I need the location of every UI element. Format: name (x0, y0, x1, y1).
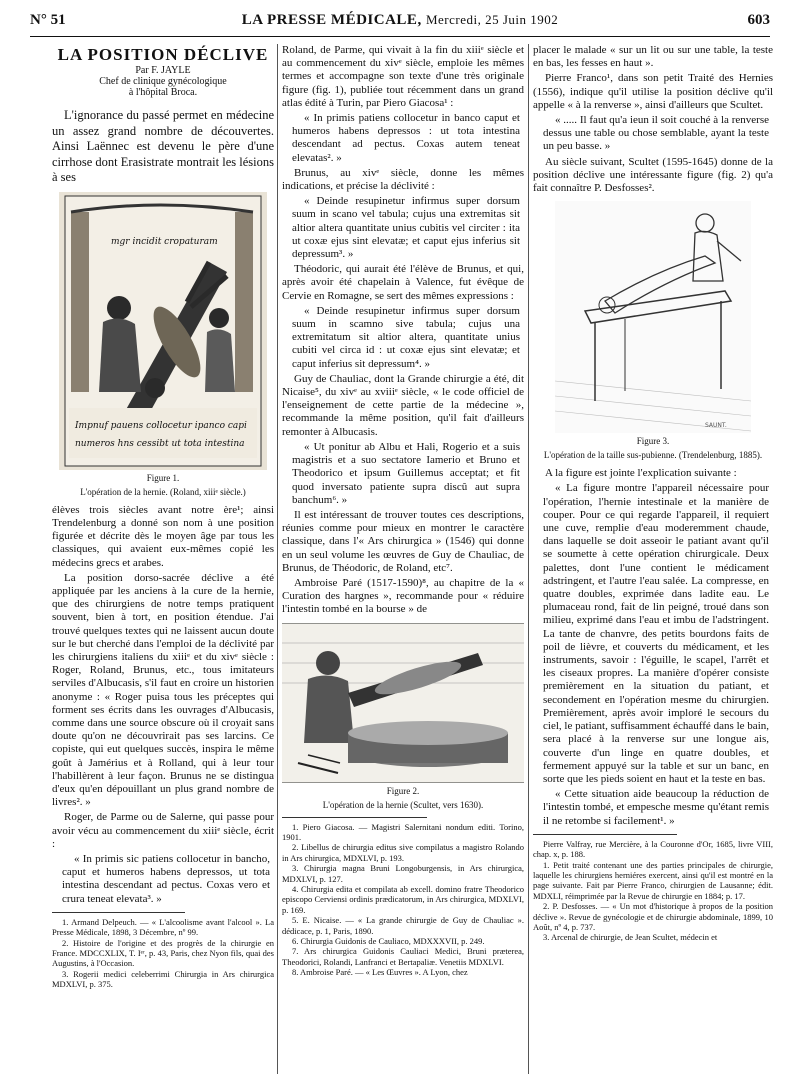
footnotes (282, 817, 524, 978)
paragraph: A la figure est jointe l'explication suivante : (545, 467, 737, 480)
figure-1 (52, 192, 274, 498)
paragraph: Brunus, au xivᵉ siècle, donne les mêmes indications, et précise la déclivité : (282, 166, 524, 193)
latin-quote: « In primis sic patiens collocetur in bancho, caput et humeros habens depressos, ut tota intestina descendant ad pectus. Coxas vero et crura teneat elevata³. » (62, 852, 270, 905)
footnote: 2. P. Desfosses. — « Un mot d'historique à propos de la position déclive ». Revue de gynécologie et de chirurgie abdominale, 1899, 10 Août, nº 4, p. 737. (533, 901, 773, 932)
footnote-rule (533, 834, 677, 835)
figure-1-incipit-line: numeros hns cessibt ut tota intestina (75, 438, 245, 449)
paragraph: Pierre Franco¹, dans son petit Traité des Hernies (1556), indique qu'il utilise la position déclive qu'il appelle « à la renverse », ainsi d'ailleurs que Scultet. (533, 72, 773, 111)
issue-number: N° 51 (30, 12, 66, 28)
figure-1-incipit-line: Impnuf pauens collocetur ipanco capi (75, 420, 247, 431)
footnote: 3. Chirurgia magna Bruni Longoburgensis, in Ars chirurgica, MDXLVI, p. 127. (282, 863, 524, 884)
footnote: 8. Ambroise Paré. — « Les Œuvres ». A Lyon, chez (292, 967, 468, 978)
column-divider (277, 44, 278, 1074)
author-affiliation: Chef de clinique gynécologique (99, 76, 227, 88)
figure-3-label: Figure 3. (636, 436, 670, 447)
article-author: Par F. JAYLE (135, 65, 191, 77)
figure-1-image (59, 192, 267, 470)
latin-quote: « In primis patiens collocetur in banco caput et humeros habens depressos : ut tota intestina descendant ad pectus. Coxas autem teneat elevatas². » (292, 112, 520, 164)
french-quote: « Cette situation aide beaucoup la réduction de l'intestin tombé, et empesche mesme qu'étant remis il ne retombe si facilement¹. » (543, 788, 769, 827)
paragraph: Théodoric, qui aurait été l'élève de Brunus, et qui, après avoir été chapelain à Valence, fut évêque de Cervie en Romagne, se sert des mêmes expressions : (282, 263, 524, 302)
figure-1-caption: L'opération de la hernie. (Roland, xiiiᵉ siècle.) (80, 486, 246, 497)
footnote: 3. Arcenal de chirurgie, de Jean Scultet, médecin et (543, 932, 718, 943)
article-title: LA POSITION DÉCLIVE (57, 45, 269, 64)
line-drawing-illustration (555, 201, 751, 433)
figure-3-image (555, 201, 751, 433)
figure-1-label: Figure 1. (146, 472, 180, 483)
column-2 (282, 44, 524, 1074)
footnote: 4. Chirurgia edita et compilata ab excell. domino fratre Theodorico episcopo Cerviensi ordinis prædicatorum, in Ars chirurgica, MDXLVI, p. 169. (282, 883, 524, 915)
footnote: 6. Chirurgia Guidonis de Cauliaco, MDXXXVII, p. 249. (292, 936, 485, 946)
latin-quote: « Deinde resupinetur infirmus super dorsum suum in scano vel tabula; cujus una extremitas sit altior altera quantitate unius cubitis vel circiter : ita ut coxæ ejus sint elevatæ; et caput ejus inferius sit depressum³. » (292, 195, 520, 261)
figure-3-signature: SAUNT. (705, 422, 727, 430)
paragraph: Guy de Chauliac, dont la Grande chirurgie a été, dit Nicaise⁵, du xivᵉ au xviiiᵉ siècle, « le code officiel de l'enseignement de cette partie de la médecine », recommande la même position, qu'il fait d'ailleurs remonter à Albucasis. (282, 372, 524, 438)
column-3 (533, 44, 773, 1074)
issue-date: Mercredi, 25 Juin 1902 (425, 12, 559, 27)
footnote: 2. Histoire de l'origine et des progrès de la chirurgie en France. MDCCXLIX, T. Iᵉʳ, p. 43, Paris, chez Nyon fils, quai des Augustins, à l'Occasion. (52, 937, 274, 969)
footnote: 5. E. Nicaise. — « La grande chirurgie de Guy de Chauliac ». dédicace, p. 1, Paris, 1890. (282, 915, 524, 936)
latin-quote: « Ut ponitur ab Albu et Hali, Rogerio et a suis magistris et a suo sectatore Iamerio et Bruno et Theodorico et ipsum Guillemus acceptat; et fit quod inversato patiente supra discû aut supra banchum⁶. » (292, 440, 520, 506)
page-number: 603 (747, 12, 770, 28)
column-1 (52, 44, 274, 1074)
manuscript-illustration (59, 192, 267, 470)
column-divider (528, 44, 529, 1074)
footnote: 1. Piero Giacosa. — Magistri Salernitani nondum editi. Torino, 1901. (282, 821, 524, 842)
footnote: 1. Petit traité contenant une des parties principales de chirurgie, laquelle les chirurgiens herniéres exercent, ainsi qu'il est montré en la page suivante. Fait par Pierre Franco, chirurgien de Lausanne; édit. MDXLI, réimprimée par la Revue de chirurgie en 1884; p. 17. (533, 859, 773, 901)
article-intro: L'ignorance du passé permet en médecine un assez grand nombre de découvertes. Ainsi Laënnec est devenu le père d'une cirrhose dont Erasistrate montrait les lésions à ses (52, 108, 274, 185)
footnotes (52, 912, 274, 990)
paragraph: Ambroise Paré (1517-1590)⁸, au chapitre de la « Curation des hargnes », recommande pour « réduire l'intestin tombé en la bourse » de (282, 576, 524, 616)
footnote-rule (52, 912, 185, 913)
figure-2-label: Figure 2. (386, 785, 420, 796)
author-affiliation: à l'hôpital Broca. (128, 87, 198, 99)
footnotes (533, 834, 773, 943)
journal-title: LA PRESSE MÉDICALE, (241, 12, 422, 28)
paragraph: Il est intéressant de trouver toutes ces descriptions, réunies comme pour mieux en montrer le caractère classique, dans l'« Ars chirurgica » (1546) qui donne en un seul volume les œuvres de Guy de Chauliac, de Brunus, de Théodoric, de Roland, etc⁷. (282, 508, 524, 574)
footnote: 3. Rogerii medici celeberrimi Chirurgia in Ars chirurgica MDXLVI, p. 375. (52, 968, 274, 990)
paragraph: Au siècle suivant, Scultet (1595-1645) donne de la position déclive une intéressante figure (fig. 2) qu'a fait connaître P. Desfosses². (533, 155, 773, 195)
paragraph: La position dorso-sacrée déclive a été appliquée par les anciens à la cure de la hernie, que des chirurgiens de notre temps pratiquent souvent, bien à tort, en position étendue. J'ai trouvé quelques textes qui ne laissent aucun doute sur le but cherché dans l'emploi de la déclivité par les chirurgiens italiens du xiiiᵉ et du xivᵉ siècle : Roger, Roland, Brunus, etc., tous imitateurs serviles d'Albucasis, s'il faut en croire un historien anonyme : « Roger puisa tous les préceptes qui forment ses écrits dans les ouvrages d'Albucasis, comme dans une source obscure où il croyait sans doute qu'on ne découvrirait pas ses larcins. Ce copiste, qui eut quelques succès, inspira le même goût à Jamérius et à Rolland, qui à leur tour l'habillèrent à leur façon. Brunus ne se distingua d'eux qu'en dépouillant un plus grand nombre de livres². » (52, 571, 274, 809)
header-rule (30, 36, 770, 37)
footnote: 2. Libellus de chirurgia editus sive compilatus a magistro Rolando in Ars chirurgica, MDXLVI, p. 193. (282, 842, 524, 863)
footnote: Pierre Valfray, rue Mercière, à la Couronne d'Or, 1685, livre VIII, chap. x, p. 188. (533, 838, 773, 860)
footnote-rule (282, 817, 427, 818)
paragraph: élèves trois siècles avant notre ère¹; ainsi Trendelenburg a donné son nom à une position figurée et décrite dès le moyen âge par tous les classiques, qui avaient eux-mêmes copié les médecins grecs et arabes. (52, 503, 274, 569)
masthead (30, 12, 770, 29)
page-header (30, 8, 770, 34)
latin-quote: « Deinde resupinetur infirmus super dorsum suum in scamno sive tabula; cujus una extremitatum sit altior altera, quantitate unius cubiti vel circa id : ut coxæ ejus sint elevatæ; et caput inferius sit depressum⁴. » (292, 304, 520, 370)
paragraph: Roger, de Parme ou de Salerne, qui passe pour avoir vécu au commencement du xiiiᵉ siècle, écrit : (52, 811, 274, 850)
french-quote: « ..... Il faut qu'a ieun il soit couché à la renverse dessus une table ou chose semblable, ayant la teste un peu basse. » (543, 114, 769, 153)
figure-1-incipit-top: mgr incidit cropaturam (111, 236, 218, 247)
figure-3 (533, 201, 773, 461)
french-quote: « La figure montre l'appareil nécessaire pour l'opération, l'hernie intestinale et la manière de couper. Pour ce qui regarde l'appareil, il requiert une cuve, remplie d'eau moderemment chaude, dans laquelle se doit asseoir le patiant avant qu'il se soumette à cette opération chirurgicale. Deux palettes, dont l'une contient le médicament adstringent, et l'autre l'eau salée. La compresse, en quatre doubles, exprimée dans ladite eau. Le plumaceau rond, fait de lin peigné, troué dans son milieu, exprimé dans l'eau et imbu de l'adstringent. La tante de chanvre, des petits bourdons faits de poil de lièvre, et couverts du médicament, et les instruments, savoir : l'éguille, le scapel, l'arrêt et les ciseaux propres. La manière d'opérer consiste premièrement en la situation du patiant, et secondement en l'opération mesme du chirurgien. Premièrement, après avoir imploré le secours du ciel, le patiant, suffisamment échauffé dans le bain, sera placé à la renverse sur une longue ais, couverte d'un linge en quatre doubles, et fermement appuyé sur la table et sur un banc, en sorte que les pieds soient en haut et la teste en bas. (543, 482, 769, 785)
paragraph: Roland, de Parme, qui vivait à la fin du xiiiᵉ siècle et au commencement du xivᵉ siècle, emploie les mêmes termes et accompagne son texte d'une très originale figure (fig. 1), publiée tout récemment dans un grand atlas édité à Turin, par Piero Giacosa¹ : (282, 44, 524, 109)
figure-2-caption: L'opération de la hernie (Scultet, vers 1630). (322, 799, 484, 810)
paragraph: placer le malade « sur un lit ou sur une table, la teste en bas, les fesses en haut ». (533, 44, 773, 70)
footnote: 7. Ars chirurgica Guidonis Cauliaci Medici, Bruni præterea, Theodorici, Rolandi, Lanfranci et Bertapaliæ. Venetiis MDXLVI. (282, 946, 524, 967)
footnote: 1. Armand Delpeuch. — « L'alcoolisme avant l'alcool ». La Presse Médicale, 1898, 3 Décembre, nº 99. (52, 916, 274, 938)
engraving-illustration (282, 623, 524, 783)
figure-3-caption: L'opération de la taille sus-pubienne. (Trendelenburg, 1885). (543, 450, 763, 461)
figure-2 (282, 623, 524, 811)
figure-2-image (282, 623, 524, 783)
